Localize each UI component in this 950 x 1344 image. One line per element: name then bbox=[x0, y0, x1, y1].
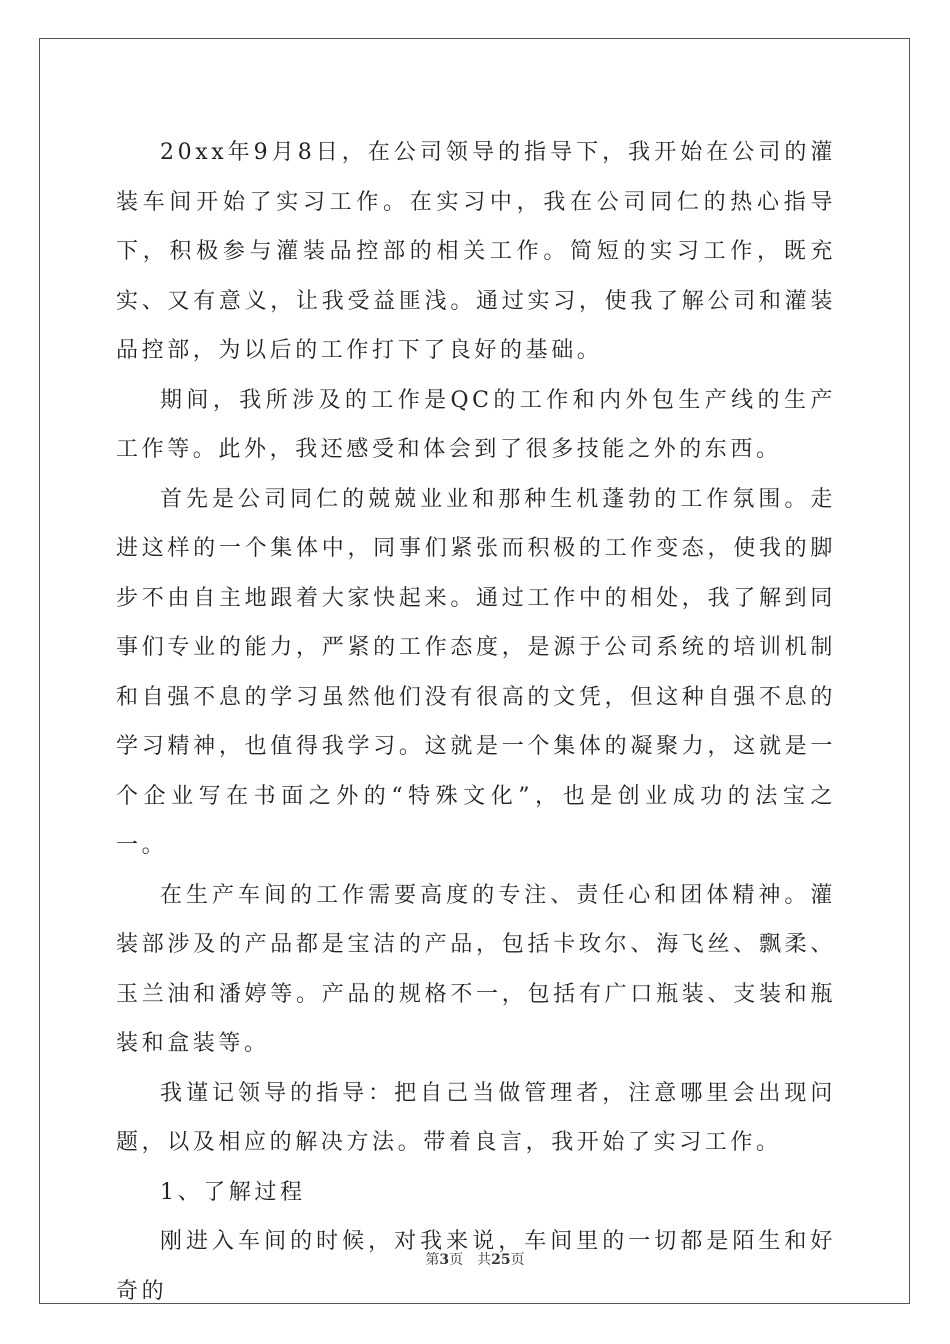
paragraph-production-products: 在生产车间的工作需要高度的专注、责任心和团体精神。灌装部涉及的产品都是宝洁的产品，包括卡玫尔、海飞丝、飘柔、玉兰油和潘婷等。产品的规格不一，包括有广口瓶装、支装和瓶装和盒装等。 bbox=[116, 882, 836, 1056]
footer-prefix: 第 bbox=[425, 1252, 440, 1268]
footer-mid: 页 共 bbox=[449, 1252, 492, 1268]
footer-suffix: 页 bbox=[510, 1252, 525, 1268]
page-footer bbox=[0, 1249, 950, 1269]
footer-current-page: 3 bbox=[439, 1252, 450, 1268]
paragraph-intro: 20xx年9月8日，在公司领导的指导下，我开始在公司的灌装车间开始了实习工作。在实习中，我在公司同仁的热心指导下，积极参与灌装品控部的相关工作。简短的实习工作，既充实、又有意义，让我受益匪浅。通过实习，使我了解公司和灌装品控部，为以后的工作打下了良好的基础。 bbox=[116, 140, 836, 363]
document-body bbox=[116, 128, 836, 1316]
paragraph-first-day: 刚进入车间的时候，对我来说，车间里的一切都是陌生和好奇的 bbox=[116, 1229, 836, 1304]
footer-total-pages: 25 bbox=[491, 1252, 511, 1268]
section-heading-understand-process: 1、了解过程 bbox=[160, 1179, 306, 1205]
paragraph-team-atmosphere: 首先是公司同仁的兢兢业业和那种生机蓬勃的工作氛围。走进这样的一个集体中，同事们紧张而积极的工作变态，使我的脚步不由自主地跟着大家快起来。通过工作中的相处，我了解到同事们专业的能力，严紧的工作态度，是源于公司系统的培训机制和自强不息的学习虽然他们没有很高的文凭，但这种自强不息的学习精神，也值得我学习。这就是一个集体的凝聚力，这就是一个企业写在书面之外的“特殊文化”，也是创业成功的法宝之一。 bbox=[116, 486, 836, 858]
paragraph-work-scope: 期间，我所涉及的工作是QC的工作和内外包生产线的生产工作等。此外，我还感受和体会到了很多技能之外的东西。 bbox=[116, 387, 836, 462]
paragraph-leader-guidance: 我谨记领导的指导：把自己当做管理者，注意哪里会出现问题，以及相应的解决方法。带着良言，我开始了实习工作。 bbox=[116, 1080, 836, 1155]
